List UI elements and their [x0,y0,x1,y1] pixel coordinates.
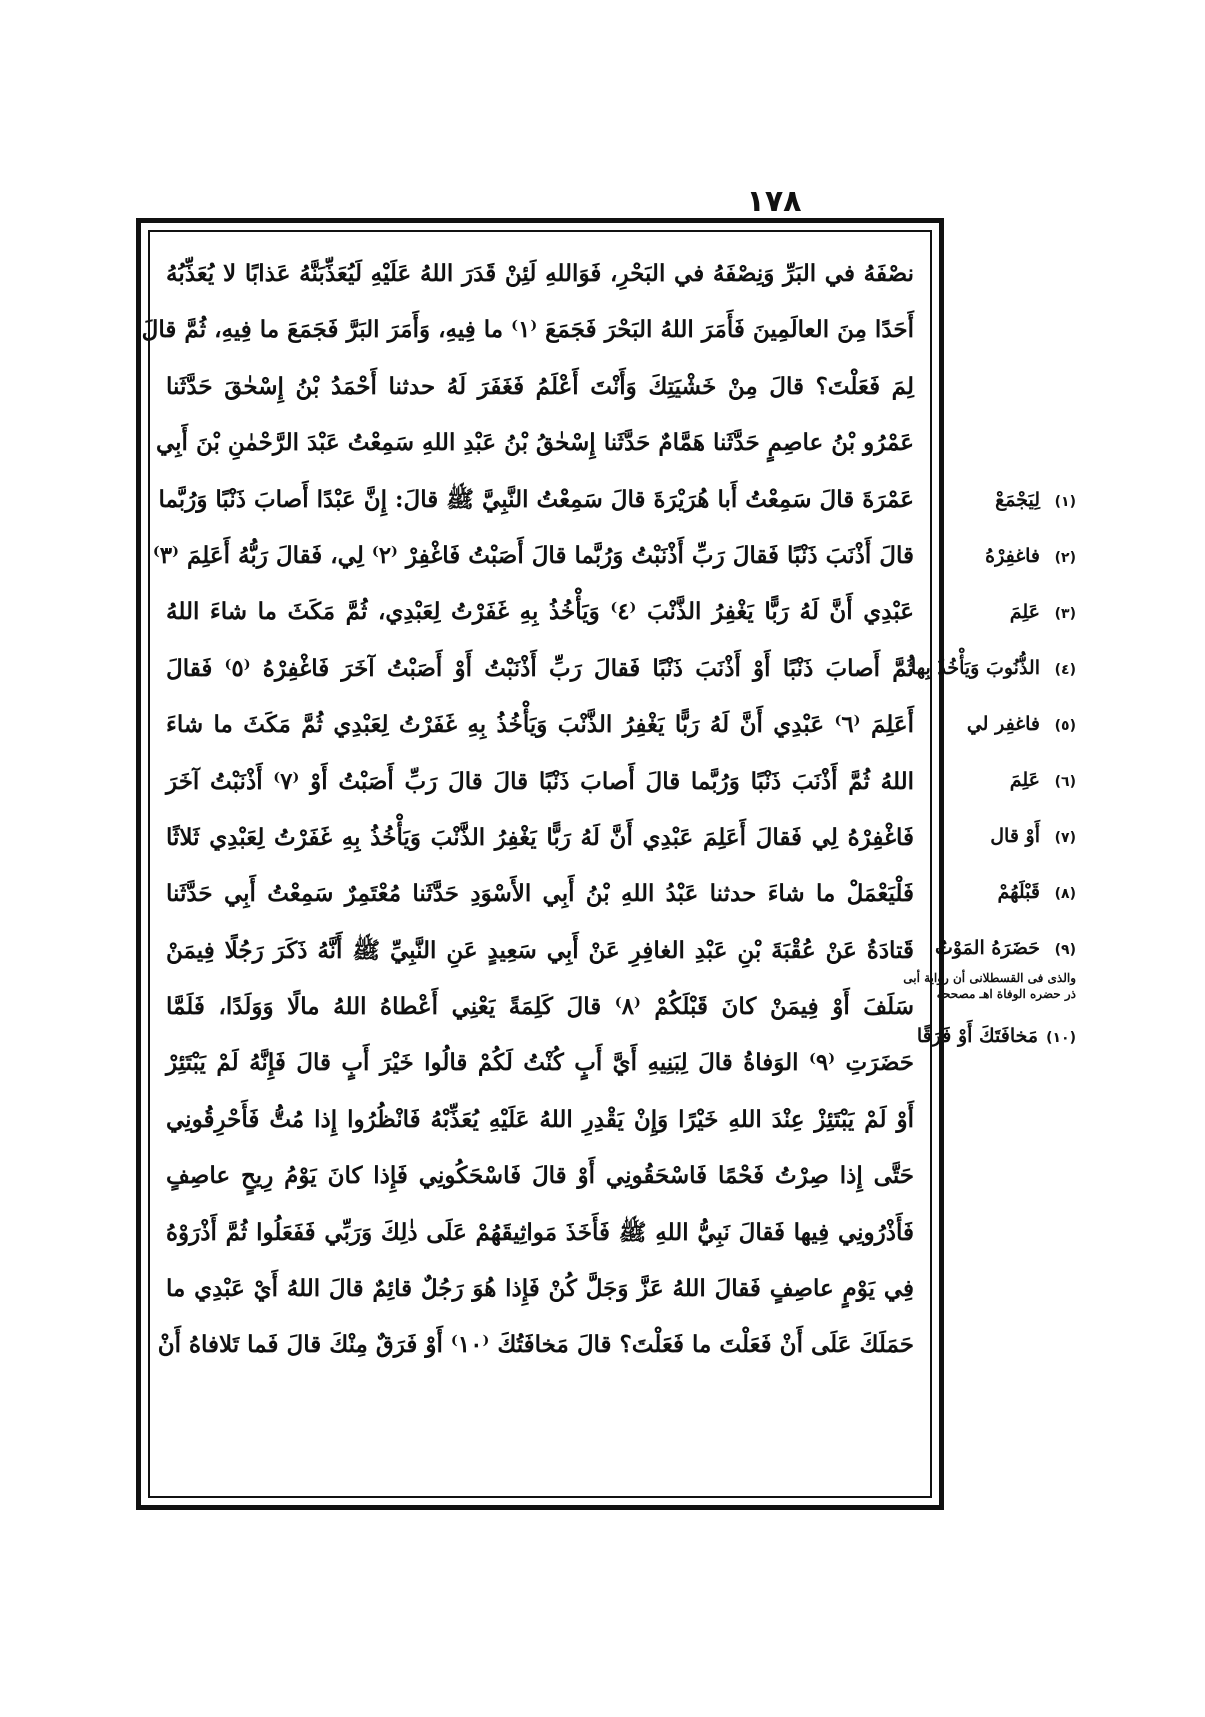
page-number: ١٧٨ [746,184,802,219]
text-line: حَمَلَكَ عَلَى أَنْ فَعَلْتَ ما فَعَلْتَ؟ قالَ مَخافَتُكَ ⁽١٠⁾ أَوْ فَرَقٌ مِنْكَ قالَ فَما تَلافاهُ أَنْ [157,1331,914,1359]
text-line: اللهُ ثُمَّ أَذْنَبَ ذَنْبًا وَرُبَّما قالَ أَصابَ ذَنْبًا قالَ قالَ رَبِّ أَصَبْتُ أَوْ ⁽٧⁾ أَذْنَبْتُ آخَرَ [166,767,915,795]
footnote-number: (٦) [1054,774,1076,790]
margin-footnotes [886,488,1076,1080]
text-line: فَأَذْرُونِي فِيها فَقالَ نَبِيُّ اللهِ ﷺ فَأَخَذَ مَواثِيقَهُمْ عَلَى ذٰلِكَ وَرَبِّي فَفَعَلُوا ثُمَّ أَذْرَوْهُ [166,1218,914,1246]
text-line: حَتَّى إِذا صِرْتُ فَحْمًا فَاسْحَقُونِي أَوْ قالَ فَاسْحَكُونِي فَإِذا كانَ يَوْمُ رِيحٍ عاصِفٍ [166,1162,914,1190]
footnote-text: عَلِمَ [1009,601,1040,623]
footnote-text: الذُّنُوبَ وَيَأْخُذُ بِها [910,657,1040,679]
main-text [141,246,915,1486]
footnote [886,936,1076,962]
footnote [886,880,1076,906]
text-line: سَلَفَ أَوْ فِيمَنْ كانَ قَبْلَكُمْ ⁽٨⁾ قالَ كَلِمَةً يَعْنِي أَعْطاهُ اللهُ مالًا وَوَلَدًا، فَلَمَّا [166,993,914,1021]
text-line: نصْفَهُ في البَرِّ وَنِصْفَهُ في البَحْرِ، فَوَاللهِ لَئِنْ قَدَرَ اللهُ عَلَيْهِ لَيُعَذِّبَنَّهُ عَذابًا لا يُعَذِّبُهُ [166,260,914,287]
text-line: قَتادَةُ عَنْ عُقْبَةَ بْنِ عَبْدِ الغافِرِ عَنْ أَبِي سَعِيدٍ عَنِ النَّبِيِّ ﷺ أَنَّهُ ذَكَرَ رَجُلًا فِيمَنْ [166,936,914,964]
footnote [886,544,1076,570]
text-line: أَوْ لَمْ يَبْتَئِزْ عِنْدَ اللهِ خَيْرًا وَإِنْ يَقْدِرِ اللهُ عَلَيْهِ يُعَذِّبْهُ فَانْظُرُوا إِذا مُتُّ فَأَحْرِقُونِي [166,1105,914,1133]
text-frame [136,218,944,1510]
footnote-number: (٣) [1054,606,1076,622]
footnote [886,600,1076,626]
text-line: أَعَلِمَ ⁽٦⁾ عَبْدِي أَنَّ لَهُ رَبًّا يَغْفِرُ الذَّنْبَ وَيَأْخُذُ بِهِ غَفَرْتُ لِعَبْدِي ثُمَّ مَكَثَ ما شاءَ [166,711,914,739]
footnote-number: (٥) [1054,718,1076,734]
footnote-text: لِيَجْمَعْ [995,489,1040,511]
text-line: فَلْيَعْمَلْ ما شاءَ حدثنا عَبْدُ اللهِ بْنُ أَبِي الأَسْوَدِ حَدَّثَنا مُعْتَمِرٌ سَمِعْتُ أَبِي حَدَّثَنا [166,880,914,908]
footnote [886,1024,1076,1050]
text-frame-inner-border [141,230,932,1498]
footnote-editor-note: والذى فى القسطلانى أن رواية أبى ذر حضره الوفاة اهـ مصححه [903,971,1076,1001]
text-line: عَمْرَةَ قالَ سَمِعْتُ أَبا هُرَيْرَةَ قالَ سَمِعْتُ النَّبِيَّ ﷺ قالَ: إِنَّ عَبْدًا أَصابَ ذَنْبًا وَرُبَّما [158,485,914,513]
footnote-number: (٢) [1054,550,1076,566]
text-line: عَمْرُو بْنُ عاصِمٍ حَدَّثَنا هَمَّامٌ حَدَّثَنا إِسْحٰقُ بْنُ عَبْدِ اللهِ سَمِعْتُ عَبْدَ الرَّحْمٰنِ بْنَ أَبِي [155,429,914,457]
footnote-text: فاغفِرْهُ [985,545,1040,567]
footnote-text: أَوْ قال [990,825,1040,847]
text-line: ثُمَّ أَصابَ ذَنْبًا أَوْ أَذْنَبَ ذَنْبًا فَقالَ رَبِّ أَذْنَبْتُ أَوْ أَصَبْتُ آخَرَ فَاغْفِرْهُ ⁽٥⁾ فَقالَ [166,654,914,682]
footnote-number: (١٠) [1046,1030,1076,1046]
footnote-text: عَلِمَ [1009,769,1040,791]
footnote-text: مَخافَتَكَ أَوْ فَرَقًا [916,1025,1039,1047]
footnote-number: (١) [1054,494,1076,510]
footnote-number: (٤) [1054,662,1076,678]
footnote [886,712,1076,738]
text-line: أَحَدًا مِنَ العالَمِينَ فَأَمَرَ اللهُ البَحْرَ فَجَمَعَ ⁽١⁾ ما فِيهِ، وَأَمَرَ البَرَّ فَجَمَعَ ما فِيهِ، ثُمَّ قالَ [141,316,914,344]
footnote-text: حَضَرَهُ المَوْتُ [934,937,1040,959]
text-line: فِي يَوْمٍ عاصِفٍ فَقالَ اللهُ عَزَّ وَجَلَّ كُنْ فَإِذا هُوَ رَجُلٌ قائِمٌ قالَ اللهُ أَيْ عَبْدِي ما [166,1275,914,1303]
text-line: حَضَرَتِ ⁽٩⁾ الوَفاةُ قالَ لِبَنِيهِ أَيَّ أَبٍ كُنْتُ لَكُمْ قالُوا خَيْرَ أَبٍ قالَ فَإِنَّهُ لَمْ يَبْتَئِرْ [166,1049,914,1077]
footnote [886,768,1076,794]
text-line: لِمَ فَعَلْتَ؟ قالَ مِنْ خَشْيَتِكَ وَأَنْتَ أَعْلَمُ فَغَفَرَ لَهُ حدثنا أَحْمَدُ بْنُ إِسْحٰقَ حَدَّثَنا [166,372,914,400]
footnote-number: (٧) [1054,830,1076,846]
footnote [886,656,1076,682]
text-line: عَبْدِي أَنَّ لَهُ رَبًّا يَغْفِرُ الذَّنْبَ ⁽٤⁾ وَيَأْخُذُ بِهِ غَفَرْتُ لِعَبْدِي، ثُمَّ مَكَثَ ما شاءَ اللهُ [166,598,914,626]
footnote [886,488,1076,514]
footnote-text: قَبْلَهُمْ [997,881,1040,903]
footnote-text: فاغفِر لي [966,713,1040,735]
footnote [886,824,1076,850]
text-line: فَاغْفِرْهُ لِي فَقالَ أَعَلِمَ عَبْدِي أَنَّ لَهُ رَبًّا يَغْفِرُ الذَّنْبَ وَيَأْخُذُ بِهِ غَفَرْتُ لِعَبْدِي ثَلاثًا [166,823,914,851]
text-line: قالَ أَذْنَبَ ذَنْبًا فَقالَ رَبِّ أَذْنَبْتُ وَرُبَّما قالَ أَصَبْتُ فَاغْفِرْ ⁽٢⁾ لِي، فَقالَ رَبُّهُ أَعَلِمَ ⁽٣⁾ [152,541,914,569]
footnote-number: (٩) [1054,942,1076,958]
footnote-number: (٨) [1054,886,1076,902]
